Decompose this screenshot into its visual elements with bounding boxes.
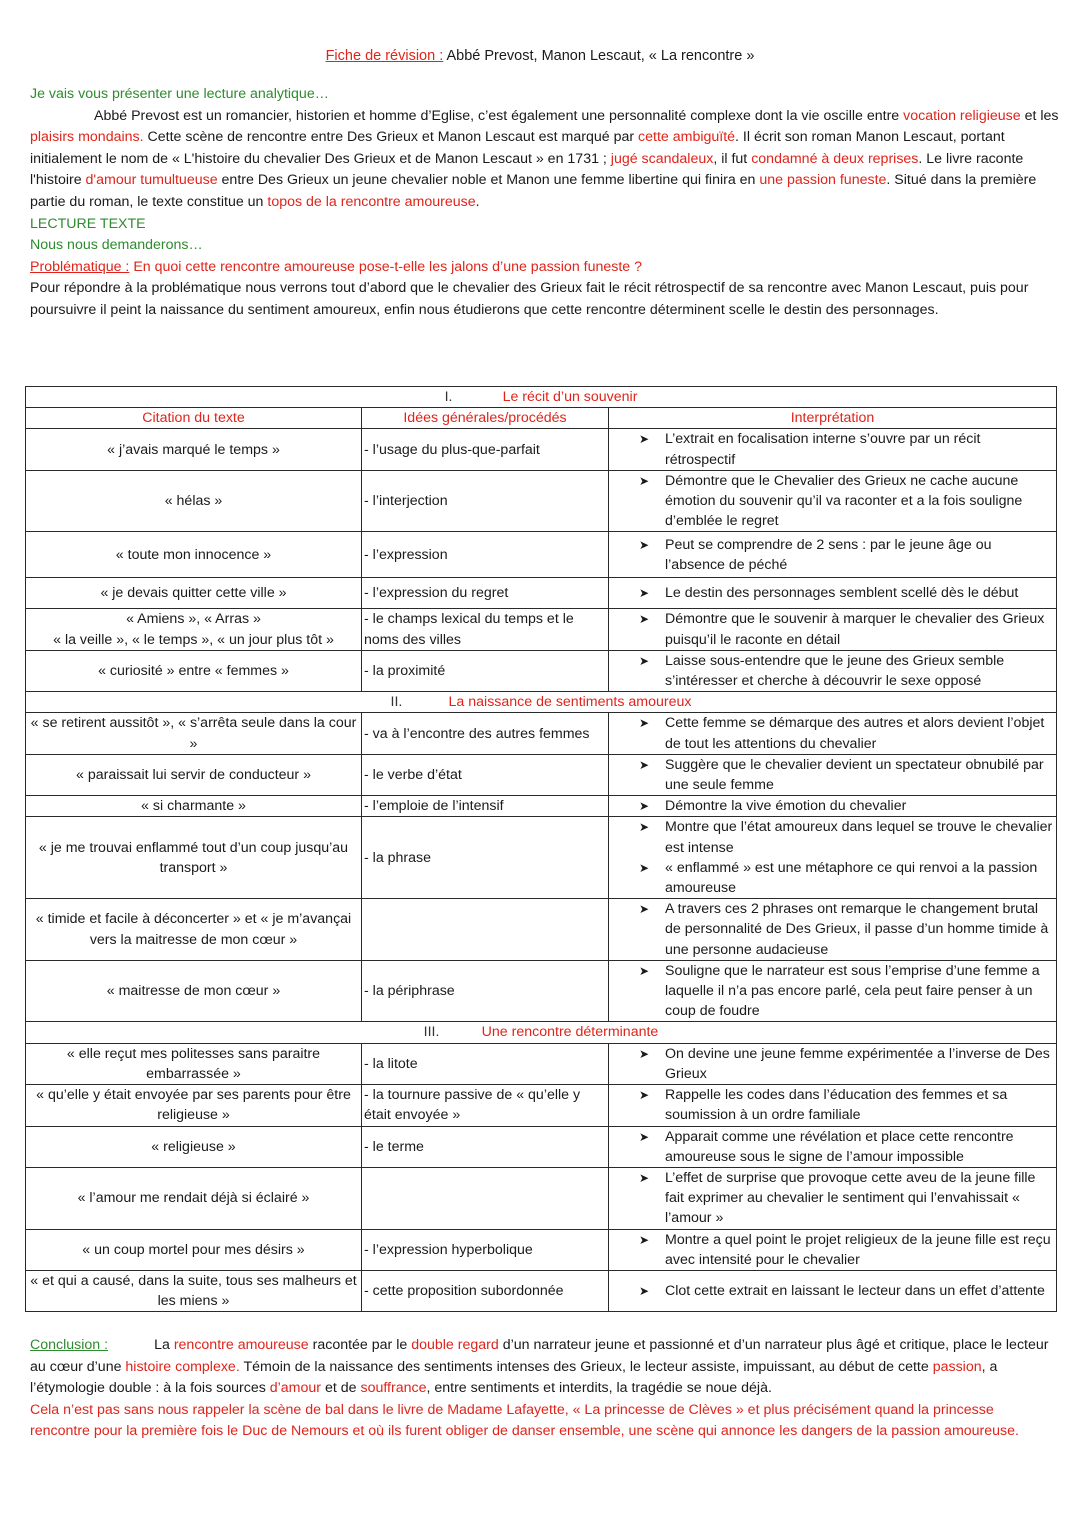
bullet-item bbox=[611, 755, 1054, 795]
bullet-item bbox=[611, 713, 1054, 753]
table-row bbox=[26, 1126, 1057, 1167]
bullet-item bbox=[611, 429, 1054, 469]
bullet-text: Cette femme se démarque des autres et alors devient l’objet de tout les attentions du chevalier bbox=[665, 715, 1045, 752]
bullet-text: On devine une jeune femme expérimentée a l’inverse de Des Grieux bbox=[665, 1045, 1050, 1082]
bullet-item bbox=[611, 1168, 1054, 1229]
problematique-label: Problématique : bbox=[30, 258, 130, 275]
bullet-text: L’extrait en focalisation interne s’ouvre par un récit rétrospectif bbox=[665, 431, 981, 468]
bullet-item bbox=[611, 899, 1054, 960]
bullet-text: Clot cette extrait en laissant le lecteur dans un effet d’attente bbox=[665, 1283, 1045, 1300]
table-row bbox=[26, 429, 1057, 470]
bullet-item bbox=[611, 609, 1054, 649]
table-row bbox=[26, 1229, 1057, 1270]
conclusion-paragraph bbox=[30, 1335, 1055, 1400]
interpretation-cell bbox=[609, 796, 1057, 817]
interpretation-cell bbox=[609, 713, 1057, 754]
table-row bbox=[26, 578, 1057, 609]
text-segment: topos de la rencontre amoureuse bbox=[267, 193, 476, 210]
text-segment: double regard bbox=[411, 1337, 499, 1353]
problematique bbox=[30, 257, 1060, 279]
bullet-text: Montre que l’état amoureux dans lequel se trouve le chevalier est intense bbox=[665, 819, 1053, 856]
procede-cell: - la litote bbox=[362, 1043, 609, 1084]
section-row bbox=[26, 1022, 1057, 1043]
section-heading: Le récit d’un souvenir bbox=[502, 389, 638, 405]
interpretation-cell bbox=[609, 1270, 1057, 1311]
table-row bbox=[26, 713, 1057, 754]
text-segment: , il fut bbox=[713, 150, 752, 167]
text-segment: cette ambiguïté bbox=[638, 129, 736, 146]
column-header: Interprétation bbox=[609, 408, 1057, 429]
citation-cell: « religieuse » bbox=[26, 1126, 362, 1167]
procede-cell: - l’expression bbox=[362, 532, 609, 578]
bullet-item bbox=[611, 1044, 1054, 1084]
intro-plan: Pour répondre à la problématique nous verrons tout d’abord que le chevalier des Grieux fait le récit rétrospectif de sa rencontre avec Manon Lescaut, puis pour poursuivre il peint la naissance du sentiment amoureux, enfin nous étudierons que cette rencontre déterminent scelle le destin des personnages. bbox=[30, 280, 1029, 318]
bullet-item bbox=[611, 817, 1054, 857]
citation-cell: « elle reçut mes politesses sans paraitre embarrassée » bbox=[26, 1043, 362, 1084]
table-row bbox=[26, 1167, 1057, 1229]
lecture-texte: LECTURE TEXTE bbox=[30, 215, 146, 232]
section-heading: La naissance de sentiments amoureux bbox=[448, 694, 692, 711]
text-segment: jugé scandaleux bbox=[610, 150, 714, 167]
bullet-text: Rappelle les codes dans l’éducation des femmes et sa soumission à un ordre familiale bbox=[665, 1087, 1008, 1124]
procede-cell: - l’expression du regret bbox=[362, 578, 609, 609]
procede-cell: - la phrase bbox=[362, 817, 609, 899]
table-row bbox=[26, 960, 1057, 1022]
section-number: II. bbox=[390, 694, 403, 711]
section-title bbox=[26, 387, 1057, 408]
table-row bbox=[26, 470, 1057, 532]
text-segment: entre Des Grieux un jeune chevalier noble et Manon une femme libertine qui finira en bbox=[217, 172, 760, 189]
interpretation-cell bbox=[609, 1167, 1057, 1229]
bullet-item bbox=[611, 1085, 1054, 1125]
citation-cell: « toute mon innocence » bbox=[26, 532, 362, 578]
table-row bbox=[26, 899, 1057, 961]
citation-cell bbox=[26, 609, 362, 650]
table-row bbox=[26, 1043, 1057, 1084]
bullet-text: A travers ces 2 phrases ont remarque le changement brutal de personnalité de Des Grieux, il passe d’un homme timide à une personne audacieuse bbox=[665, 901, 1049, 958]
table-row bbox=[26, 817, 1057, 899]
table-row bbox=[26, 754, 1057, 795]
procede-cell: - l’interjection bbox=[362, 470, 609, 532]
arrow-bullet-icon: ➤ bbox=[639, 902, 650, 917]
citation-cell: « l’amour me rendait déjà si éclairé » bbox=[26, 1167, 362, 1229]
arrow-bullet-icon: ➤ bbox=[639, 653, 650, 668]
procede-cell: - le terme bbox=[362, 1126, 609, 1167]
text-segment: . Situé dans la première partie du roman, le texte constitue un bbox=[30, 172, 1037, 210]
bullet-item bbox=[611, 535, 1054, 575]
bullet-text: « enflammé » est une métaphore ce qui renvoi a la passion amoureuse bbox=[665, 859, 1038, 897]
text-segment: rencontre amoureuse bbox=[173, 1337, 309, 1353]
table-row bbox=[26, 532, 1057, 578]
bullet-text: L’effet de surprise que provoque cette aveu de la jeune fille fait exprimer au chevalier le sentiment qui l’envahissait « l’amour » bbox=[665, 1169, 1036, 1227]
arrow-bullet-icon: ➤ bbox=[639, 473, 650, 488]
section-number: III. bbox=[423, 1024, 440, 1041]
citation-cell: « un coup mortel pour mes désirs » bbox=[26, 1229, 362, 1270]
section-number: I. bbox=[444, 389, 453, 405]
intro-demanderons: Nous nous demanderons… bbox=[30, 237, 203, 254]
text-segment: souffrance bbox=[360, 1380, 427, 1397]
bullet-text: Démontre la vive émotion du chevalier bbox=[665, 798, 907, 815]
citation-cell: « je me trouvai enflammé tout d’un coup jusqu’au transport » bbox=[26, 817, 362, 899]
citation-line: « Amiens », « Arras » bbox=[126, 611, 261, 628]
section-row bbox=[26, 387, 1057, 408]
table-row bbox=[26, 796, 1057, 817]
bullet-item bbox=[611, 858, 1054, 898]
section-heading: Une rencontre déterminante bbox=[481, 1024, 659, 1041]
text-segment: . bbox=[475, 193, 480, 210]
text-segment: d’amour bbox=[269, 1380, 322, 1397]
citation-line: « la veille », « le temps », « un jour plus tôt » bbox=[53, 631, 334, 648]
column-header: Citation du texte bbox=[26, 408, 362, 429]
text-segment: une passion funeste bbox=[759, 172, 887, 189]
procede-cell: - va à l’encontre des autres femmes bbox=[362, 713, 609, 754]
table-row bbox=[26, 1085, 1057, 1126]
header-row bbox=[26, 408, 1057, 429]
intro-paragraph bbox=[30, 106, 1060, 214]
citation-cell: « maitresse de mon cœur » bbox=[26, 960, 362, 1022]
table-row bbox=[26, 609, 1057, 650]
bullet-text: Le destin des personnages semblent scellé dès le début bbox=[665, 585, 1019, 602]
title-text: Abbé Prevost, Manon Lescaut, « La rencontre » bbox=[443, 48, 755, 64]
bullet-text: Souligne que le narrateur est sous l’emprise d’une femme a laquelle il n’a pas encore parlé, cela peut faire penser à un coup de foudre bbox=[665, 962, 1040, 1020]
bullet-item bbox=[611, 1127, 1054, 1167]
interpretation-cell bbox=[609, 429, 1057, 470]
arrow-bullet-icon: ➤ bbox=[639, 963, 650, 978]
citation-cell: « et qui a causé, dans la suite, tous ses malheurs et les miens » bbox=[26, 1270, 362, 1311]
interpretation-cell bbox=[609, 650, 1057, 691]
citation-cell: « j’avais marqué le temps » bbox=[26, 429, 362, 470]
arrow-bullet-icon: ➤ bbox=[639, 537, 650, 552]
text-segment: La bbox=[154, 1337, 174, 1353]
conclusion-label: Conclusion : bbox=[30, 1337, 109, 1353]
citation-cell: « qu’elle y était envoyée par ses parents pour être religieuse » bbox=[26, 1085, 362, 1126]
problematique-text: En quoi cette rencontre amoureuse pose-t-elle les jalons d’une passion funeste ? bbox=[129, 258, 643, 275]
text-segment: Témoin de la naissance des sentiments intenses des Grieux, le lecteur assiste, impuissant, au début de cette bbox=[239, 1358, 933, 1375]
bullet-item bbox=[611, 471, 1054, 532]
arrow-bullet-icon: ➤ bbox=[639, 586, 650, 601]
interpretation-cell bbox=[609, 609, 1057, 650]
arrow-bullet-icon: ➤ bbox=[639, 716, 650, 731]
arrow-bullet-icon: ➤ bbox=[639, 1170, 650, 1185]
arrow-bullet-icon: ➤ bbox=[639, 1129, 650, 1144]
bullet-text: Apparait comme une révélation et place cette rencontre amoureuse sous le signe de l’amour impossible bbox=[665, 1128, 1014, 1165]
text-segment: , entre sentiments et interdits, la tragédie se noue déjà. bbox=[426, 1380, 772, 1397]
procede-cell bbox=[362, 1167, 609, 1229]
procede-cell: - la tournure passive de « qu’elle y était envoyée » bbox=[362, 1085, 609, 1126]
intro-opening: Je vais vous présenter une lecture analytique… bbox=[30, 86, 329, 102]
interpretation-cell bbox=[609, 899, 1057, 961]
citation-cell: « curiosité » entre « femmes » bbox=[26, 650, 362, 691]
interpretation-cell bbox=[609, 1043, 1057, 1084]
arrow-bullet-icon: ➤ bbox=[639, 1088, 650, 1103]
bullet-text: Suggère que le chevalier devient un spectateur obnubilé par une seule femme bbox=[665, 756, 1044, 794]
text-segment: vocation religieuse bbox=[903, 107, 1021, 124]
procede-cell: - le champs lexical du temps et le noms des villes bbox=[362, 609, 609, 650]
text-segment: Cette scène de rencontre entre Des Grieux et Manon Lescaut est marqué par bbox=[143, 129, 639, 146]
table-row bbox=[26, 1270, 1057, 1311]
arrow-bullet-icon: ➤ bbox=[639, 612, 650, 627]
table-row bbox=[26, 650, 1057, 691]
arrow-bullet-icon: ➤ bbox=[639, 757, 650, 772]
procede-cell: - le verbe d’état bbox=[362, 754, 609, 795]
text-segment: racontée par le bbox=[308, 1337, 412, 1353]
citation-cell: « se retirent aussitôt », « s’arrêta seule dans la cour » bbox=[26, 713, 362, 754]
procede-cell: - l’expression hyperbolique bbox=[362, 1229, 609, 1270]
conclusion bbox=[30, 1335, 1055, 1443]
text-segment: et les bbox=[1020, 107, 1059, 124]
procede-cell: - la proximité bbox=[362, 650, 609, 691]
bullet-text: Laisse sous-entendre que le jeune des Grieux semble s’intéresser et cherche à découvrir le sexe opposé bbox=[665, 652, 1005, 690]
procede-cell: - cette proposition subordonnée bbox=[362, 1270, 609, 1311]
text-segment: . Il écrit son roman Manon Lescaut, portant initialement le nom de « L'histoire du chevalier Des Grieux et de Manon Lescaut » en 1731 ; bbox=[30, 129, 1005, 167]
interpretation-cell bbox=[609, 1126, 1057, 1167]
procede-cell: - la périphrase bbox=[362, 960, 609, 1022]
bullet-item bbox=[611, 1281, 1054, 1301]
section-row bbox=[26, 692, 1057, 713]
text-segment: d'amour tumultueuse bbox=[85, 172, 218, 189]
bullet-text: Démontre que le Chevalier des Grieux ne cache aucune émotion du souvenir qu’il va raconter et a la fois souligne d’emblée le regret bbox=[665, 472, 1023, 530]
interpretation-cell bbox=[609, 1085, 1057, 1126]
procede-cell: - l’emploie de l’intensif bbox=[362, 796, 609, 817]
bullet-text: Démontre que le souvenir à marquer le chevalier des Grieux puisqu’il le raconte en détail bbox=[665, 611, 1045, 648]
arrow-bullet-icon: ➤ bbox=[639, 820, 650, 835]
introduction bbox=[30, 84, 1060, 322]
page-title bbox=[0, 48, 1080, 64]
text-segment: . Le livre raconte l'histoire bbox=[30, 150, 1024, 189]
arrow-bullet-icon: ➤ bbox=[639, 432, 650, 447]
title-label: Fiche de révision : bbox=[325, 48, 444, 64]
bullet-item bbox=[611, 651, 1054, 691]
section-title bbox=[26, 692, 1057, 713]
column-header: Idées générales/procédés bbox=[362, 408, 609, 429]
text-segment: histoire complexe. bbox=[125, 1358, 240, 1375]
procede-cell: - l’usage du plus-que-parfait bbox=[362, 429, 609, 470]
analysis-table bbox=[25, 386, 1057, 1312]
conclusion-comparison: Cela n’est pas sans nous rappeler la scène de bal dans le livre de Madame Lafayette, « La princesse de Clèves » et plus précisément quand la princesse rencontre pour la première fois le Duc de Nemours et où ils furent obliger de danser ensemble, une scène qui annonce les dangers de la passion amoureuse. bbox=[30, 1401, 1019, 1440]
interpretation-cell bbox=[609, 1229, 1057, 1270]
citation-cell: « je devais quitter cette ville » bbox=[26, 578, 362, 609]
citation-cell: « timide et facile à déconcerter » et « je m’avançai vers la maitresse de mon cœur » bbox=[26, 899, 362, 961]
citation-cell: « si charmante » bbox=[26, 796, 362, 817]
arrow-bullet-icon: ➤ bbox=[639, 860, 650, 875]
procede-cell bbox=[362, 899, 609, 961]
interpretation-cell bbox=[609, 578, 1057, 609]
arrow-bullet-icon: ➤ bbox=[639, 1284, 650, 1299]
text-segment: passion bbox=[932, 1358, 982, 1375]
bullet-item bbox=[611, 796, 1054, 816]
text-segment: , a l’étymologie double : à la fois sources bbox=[30, 1358, 998, 1397]
interpretation-cell bbox=[609, 960, 1057, 1022]
citation-cell: « hélas » bbox=[26, 470, 362, 532]
interpretation-cell bbox=[609, 470, 1057, 532]
bullet-item bbox=[611, 583, 1054, 603]
section-title bbox=[26, 1022, 1057, 1043]
interpretation-cell bbox=[609, 817, 1057, 899]
arrow-bullet-icon: ➤ bbox=[639, 1046, 650, 1061]
citation-cell: « paraissait lui servir de conducteur » bbox=[26, 754, 362, 795]
arrow-bullet-icon: ➤ bbox=[639, 1232, 650, 1247]
bullet-item bbox=[611, 961, 1054, 1022]
text-segment: et de bbox=[321, 1380, 361, 1397]
text-segment: Abbé Prevost est un romancier, historien et homme d’Eglise, c’est également une personnalité complexe dont la vie oscille entre bbox=[94, 107, 904, 124]
text-segment: d’un narrateur jeune et passionné et d’un narrateur plus âgé et critique, place le lecteur au cœur d’une bbox=[30, 1337, 1049, 1375]
bullet-text: Peut se comprendre de 2 sens : par le jeune âge ou l’absence de péché bbox=[665, 536, 992, 573]
arrow-bullet-icon: ➤ bbox=[639, 799, 650, 814]
interpretation-cell bbox=[609, 754, 1057, 795]
bullet-item bbox=[611, 1230, 1054, 1270]
interpretation-cell bbox=[609, 532, 1057, 578]
text-segment: plaisirs mondains. bbox=[30, 129, 144, 146]
text-segment: condamné à deux reprises bbox=[751, 150, 919, 167]
bullet-text: Montre a quel point le projet religieux de la jeune fille est reçu avec intensité pour le chevalier bbox=[665, 1231, 1051, 1268]
